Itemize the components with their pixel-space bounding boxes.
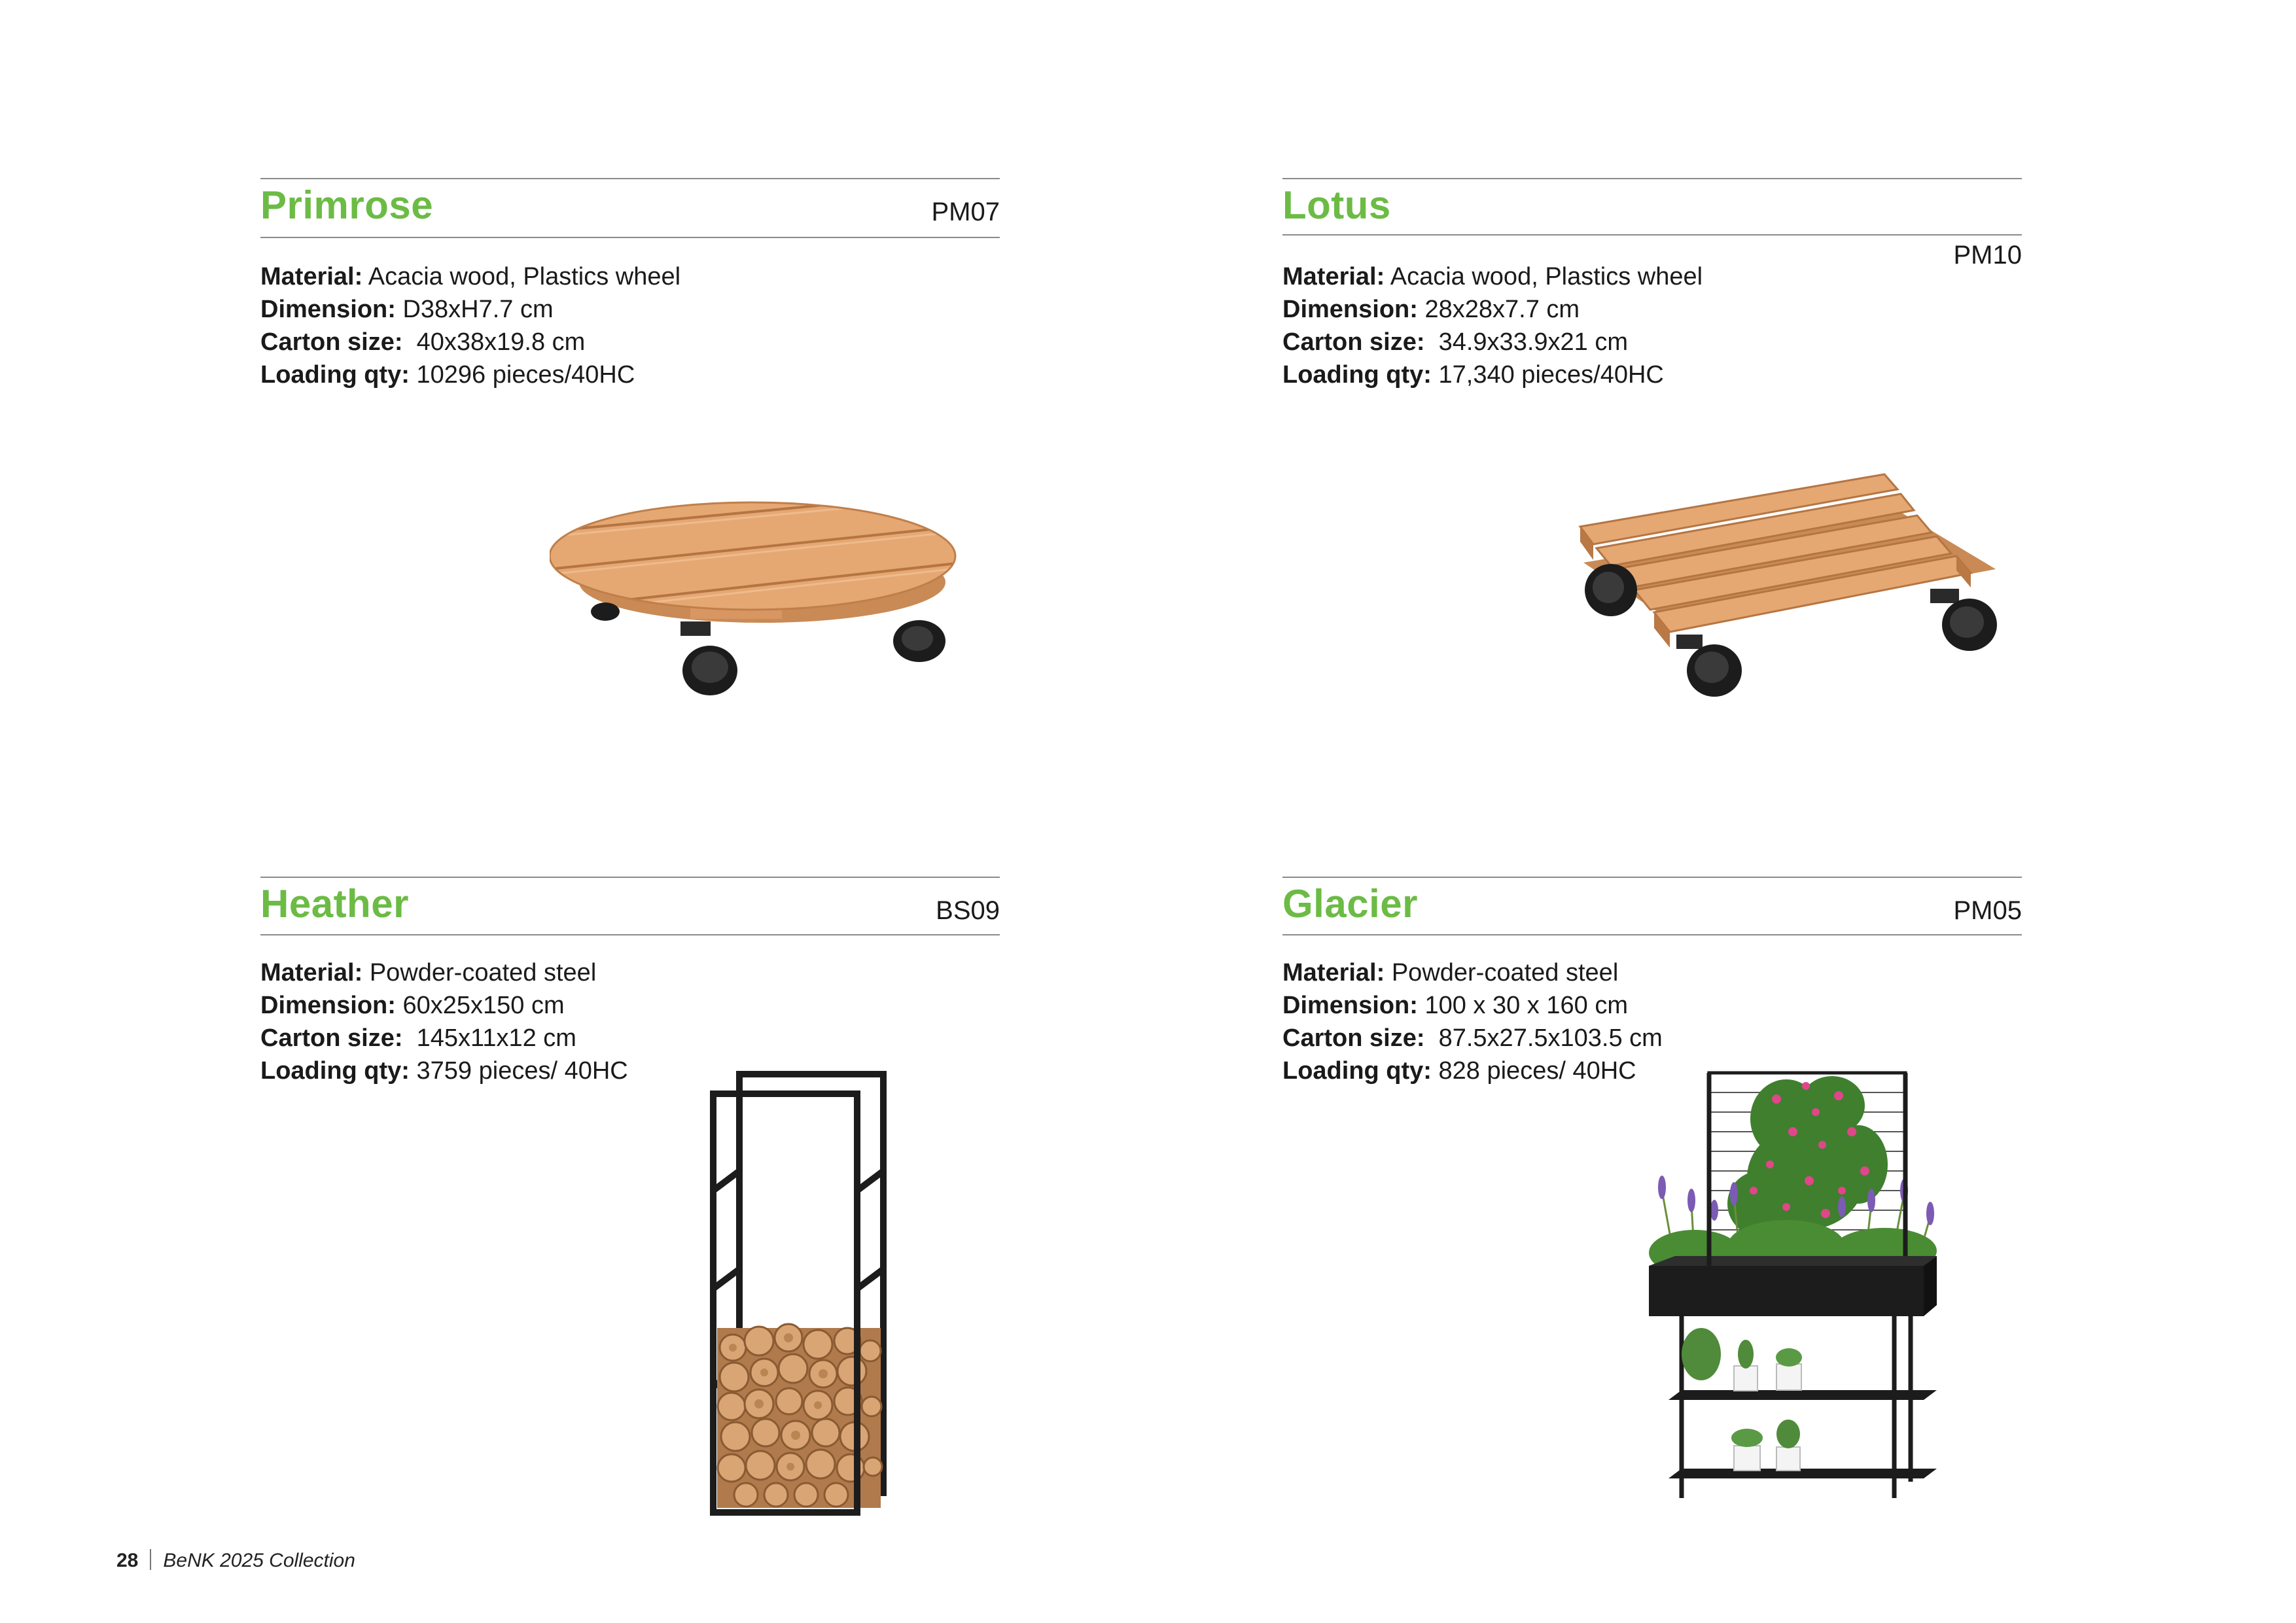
top-rule [1282,178,2022,179]
spec-dimension: Dimension: 28x28x7.7 cm [1282,296,1580,323]
footer-divider [150,1549,151,1570]
spec-material: Material: Powder-coated steel [260,959,597,986]
top-rule [1282,877,2022,878]
product-card-heather [260,877,1000,1099]
spec-list [260,956,628,1087]
product-card-lotus [1282,178,2022,400]
spec-carton-size: Carton size: 34.9x33.9x21 cm [1282,328,1628,356]
spec-loading-qty: Loading qty: 10296 pieces/40HC [260,361,635,389]
spec-loading-qty: Loading qty: 828 pieces/ 40HC [1282,1057,1636,1085]
product-code: PM10 [1953,241,2022,270]
bottom-rule [1282,234,2022,236]
top-rule [260,877,1000,878]
product-code: BS09 [936,896,1000,925]
lotus-product-image [1570,464,2015,707]
product-name: Glacier [1282,882,1418,926]
bottom-rule [1282,934,2022,935]
page-number: 28 [116,1550,139,1571]
spec-list [1282,956,1663,1087]
product-name: Heather [260,882,409,926]
caster-wheel [1676,635,1742,697]
product-card-primrose [260,178,1000,400]
spec-loading-qty: Loading qty: 17,340 pieces/40HC [1282,361,1664,389]
spec-material: Material: Acacia wood, Plastics wheel [260,263,681,290]
heather-product-image [694,1066,903,1518]
spec-dimension: Dimension: 100 x 30 x 160 cm [1282,992,1628,1019]
glacier-product-image [1636,1047,1950,1518]
spec-material: Material: Powder-coated steel [1282,959,1619,986]
caster-wheel [1930,589,1997,651]
page-footer [116,1549,355,1572]
product-code: PM05 [1953,896,2022,925]
spec-dimension: Dimension: D38xH7.7 cm [260,296,554,323]
spec-carton-size: Carton size: 40x38x19.8 cm [260,328,586,356]
spec-carton-size: Carton size: 145x11x12 cm [260,1024,576,1052]
caster-wheel [1585,564,1637,616]
caster-wheel [680,621,737,695]
primrose-product-image [550,484,975,707]
spec-loading-qty: Loading qty: 3759 pieces/ 40HC [260,1057,628,1085]
spec-carton-size: Carton size: 87.5x27.5x103.5 cm [1282,1024,1663,1052]
catalog-title: BeNK 2025 Collection [163,1550,355,1571]
bottom-rule [260,237,1000,238]
climbing-rose [1727,1076,1888,1236]
bottom-rule [260,934,1000,935]
spec-dimension: Dimension: 60x25x150 cm [260,992,565,1019]
product-name: Lotus [1282,183,1391,227]
product-name: Primrose [260,183,434,227]
product-code: PM07 [931,198,1000,226]
spec-list [1282,260,1703,391]
caster-wheel [893,620,945,662]
spec-material: Material: Acacia wood, Plastics wheel [1282,263,1703,290]
top-rule [260,178,1000,179]
planter-box [1649,1256,1937,1316]
spec-list [260,260,680,391]
